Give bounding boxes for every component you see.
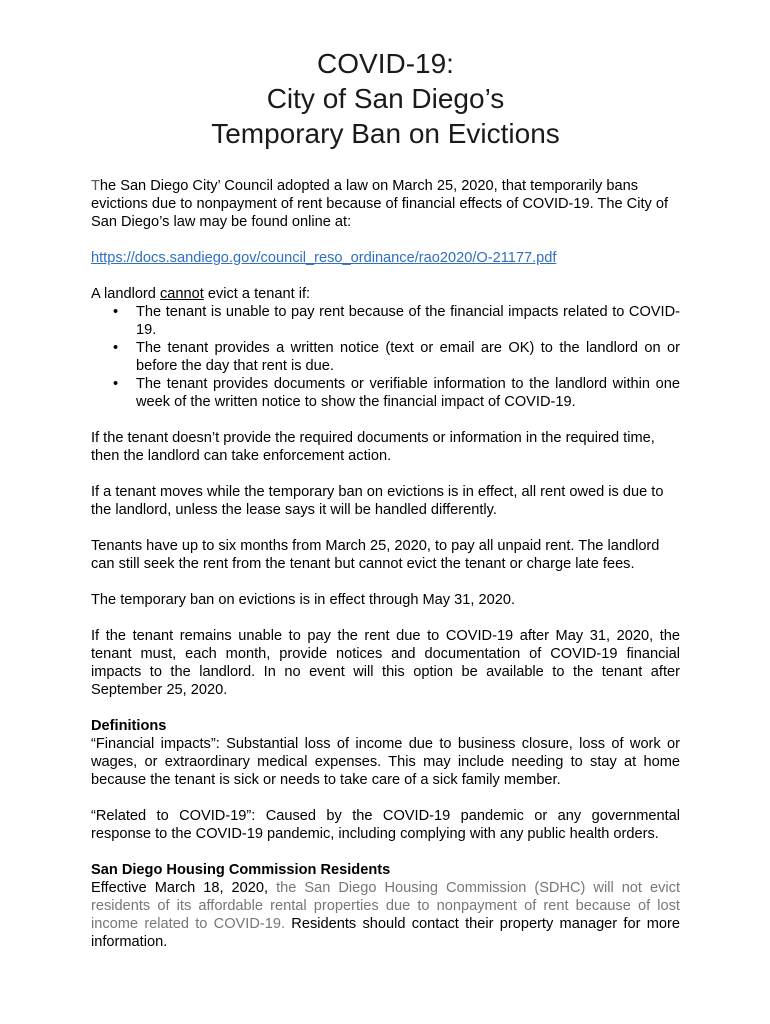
- document-page: [91, 46, 680, 951]
- sdhc-effective: Effective March 18, 2020,: [91, 880, 277, 896]
- page-title: [91, 46, 680, 151]
- bullet-icon: •: [113, 340, 119, 356]
- ordinance-link[interactable]: https://docs.sandiego.gov/council_reso_ordinance/rao2020/O-21177.pdf: [91, 250, 557, 266]
- landlord-lead: [91, 285, 680, 303]
- conditions-list: [91, 303, 680, 411]
- enforcement-paragraph: If the tenant doesn’t provide the required documents or information in the required time, then the landlord can take enforcement action.: [91, 430, 655, 464]
- effective-date-paragraph: The temporary ban on evictions is in effect through May 31, 2020.: [91, 592, 516, 608]
- list-item: [91, 339, 680, 375]
- list-item-text: The tenant is unable to pay rent because of the financial impacts related to COVID-19.: [136, 304, 680, 338]
- title-line-3: Temporary Ban on Evictions: [211, 118, 560, 149]
- landlord-lead-post: evict a tenant if:: [203, 286, 311, 302]
- landlord-lead-cannot: cannot: [159, 286, 204, 302]
- repayment-paragraph: Tenants have up to six months from March 25, 2020, to pay all unpaid rent. The landlord can still seek the rent from the tenant but cannot evict the tenant or charge late fees.: [91, 538, 660, 572]
- sdhc-heading: San Diego Housing Commission Residents: [91, 862, 391, 878]
- intro-paragraph: [91, 177, 680, 231]
- definitions-heading: Definitions: [91, 718, 167, 734]
- bullet-icon: •: [113, 304, 119, 320]
- definition-related-covid: “Related to COVID-19”: Caused by the COVID-19 pandemic or any governmental response to the COVID-19 pandemic, including complying with any public health orders.: [91, 808, 680, 842]
- intro-first-letter: T: [91, 178, 100, 194]
- sdhc-paragraph: [91, 879, 680, 951]
- sdhc-policy: the San Diego Housing Commission (SDHC) will not evict residents of its affordable rental properties due to nonpayment of rent because of lost income related to COVID-19.: [91, 880, 680, 932]
- title-line-1: COVID-19:: [317, 48, 454, 79]
- definition-financial-impacts: “Financial impacts”: Substantial loss of income due to business closure, loss of work or wages, or extraordinary medical expenses. This may include needing to stay at home because the tenant is sick or needs to take care of a sick family member.: [91, 736, 680, 788]
- list-item: [91, 303, 680, 339]
- extension-paragraph: If the tenant remains unable to pay the rent due to COVID-19 after May 31, 2020, the tenant must, each month, provide notices and documentation of COVID-19 financial impacts to the landlord. In no event will this option be available to the tenant after September 25, 2020.: [91, 628, 680, 698]
- bullet-icon: •: [113, 376, 119, 392]
- sdhc-contact: Residents should contact their property manager for more information.: [91, 916, 680, 950]
- list-item-text: The tenant provides a written notice (text or email are OK) to the landlord on or before the day that rent is due.: [136, 340, 680, 374]
- landlord-lead-pre: A landlord: [91, 286, 160, 302]
- list-item: [91, 375, 680, 411]
- title-line-2: City of San Diego’s: [266, 83, 505, 114]
- intro-text: he San Diego City’ Council adopted a law on March 25, 2020, that temporarily bans evictions due to nonpayment of rent because of financial effects of COVID-19. The City of San Diego’s law may be found online at:: [91, 178, 669, 230]
- list-item-text: The tenant provides documents or verifiable information to the landlord within one week of the written notice to show the financial impact of COVID-19.: [136, 376, 680, 410]
- moving-paragraph: If a tenant moves while the temporary ban on evictions is in effect, all rent owed is due to the landlord, unless the lease says it will be handled differently.: [91, 484, 664, 518]
